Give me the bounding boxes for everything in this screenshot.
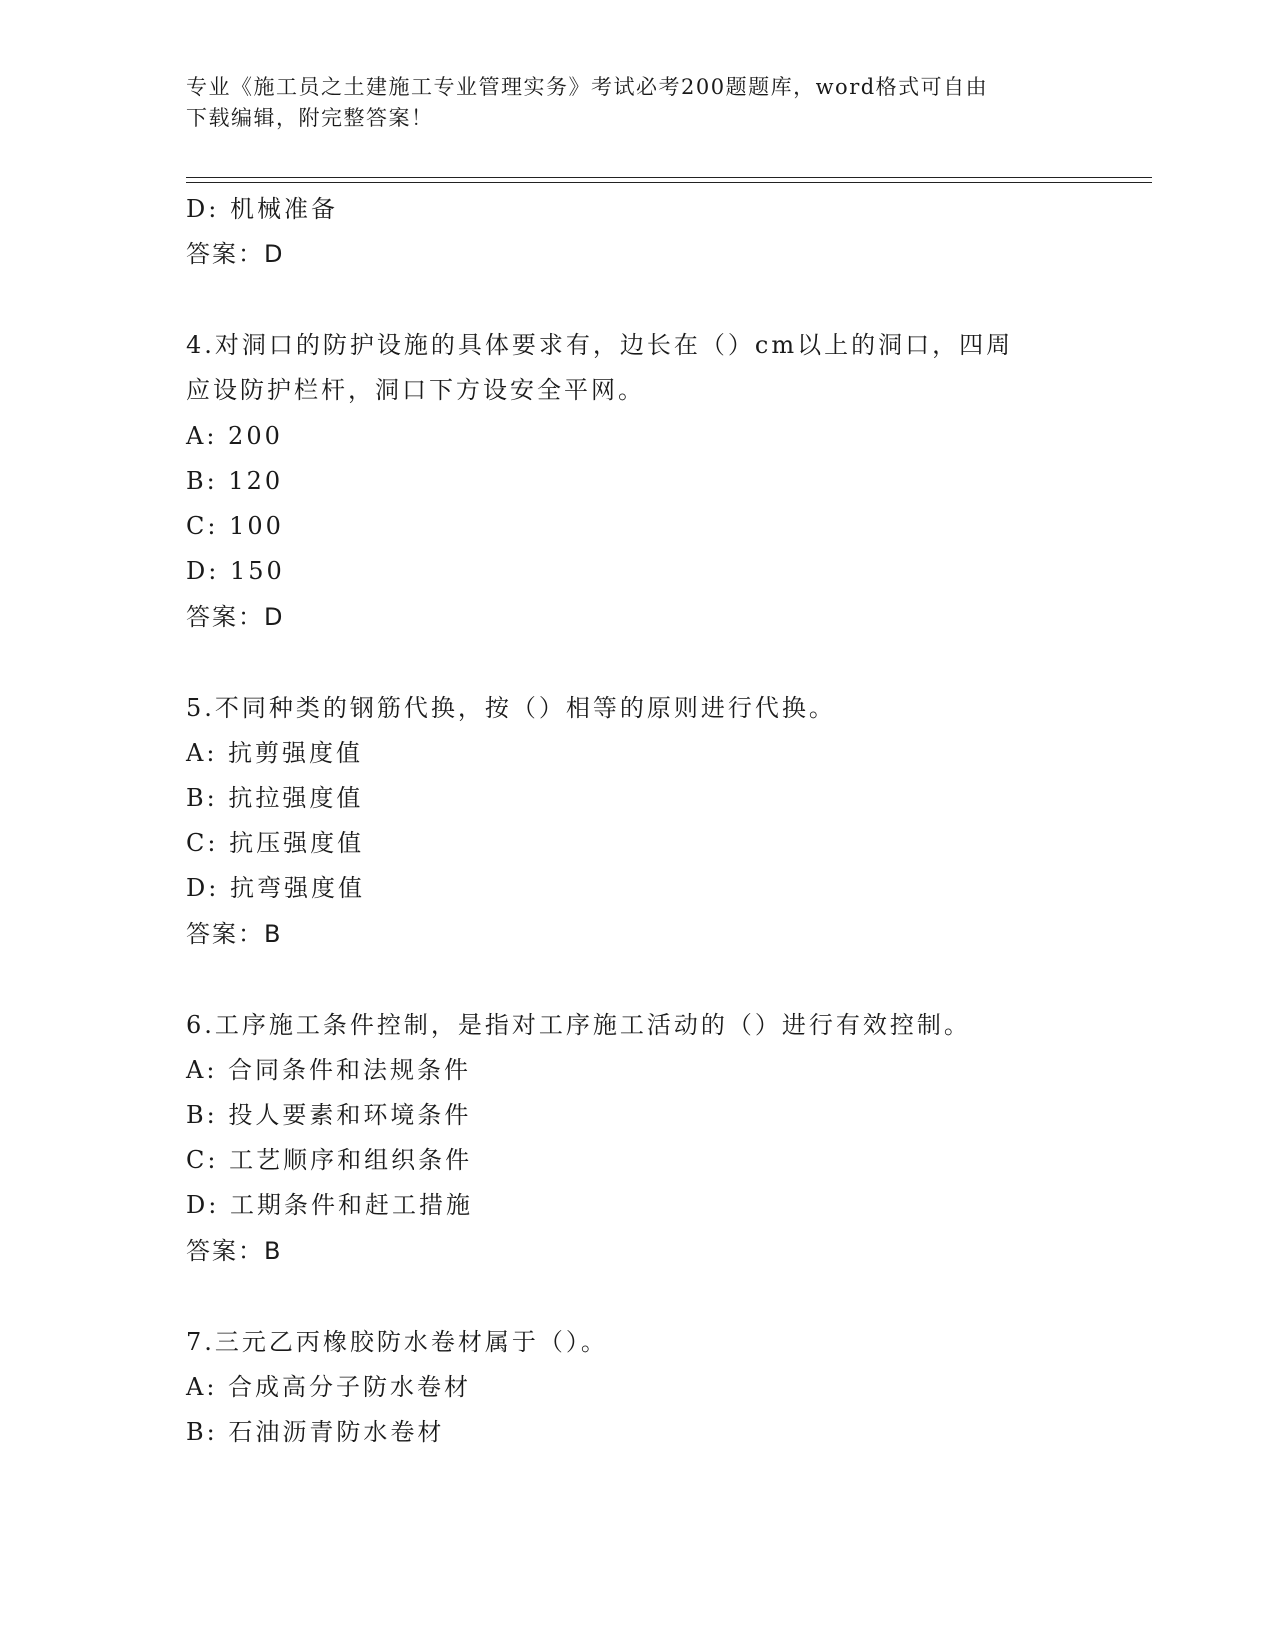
q6-option-d: D: 工期条件和赶工措施: [186, 1191, 473, 1219]
q7-question: 7.三元乙丙橡胶防水卷材属于（）。: [186, 1328, 608, 1356]
q6-answer: 答案：B: [186, 1237, 283, 1265]
q7-option-a: A: 合成高分子防水卷材: [186, 1373, 472, 1401]
q6-option-c: C: 工艺顺序和组织条件: [186, 1146, 473, 1174]
q4-question-line-1: 4.对洞口的防护设施的具体要求有，边长在（）cm以上的洞口，四周: [186, 331, 1014, 359]
q3-answer: 答案：D: [186, 240, 285, 268]
q6-option-b: B: 投人要素和环境条件: [186, 1101, 472, 1129]
document-header: [186, 72, 1086, 134]
q5-question: 5.不同种类的钢筋代换，按（）相等的原则进行代换。: [186, 694, 836, 722]
q4-option-a: A: 200: [186, 422, 283, 450]
q5-option-c: C: 抗压强度值: [186, 829, 365, 857]
q5-option-a: A: 抗剪强度值: [186, 739, 364, 767]
q5-option-b: B: 抗拉强度值: [186, 784, 364, 812]
q4-option-c: C: 100: [186, 512, 284, 540]
header-line-1: 专业《施工员之土建施工专业管理实务》考试必考200题题库，word格式可自由: [186, 75, 989, 99]
q5-option-d: D: 抗弯强度值: [186, 874, 365, 902]
q7-option-b: B: 石油沥青防水卷材: [186, 1418, 445, 1446]
q4-option-d: D: 150: [186, 557, 285, 585]
q5-answer: 答案：B: [186, 920, 283, 948]
q6-question: 6.工序施工条件控制，是指对工序施工活动的（）进行有效控制。: [186, 1011, 971, 1039]
header-divider-bottom: [186, 182, 1152, 183]
q4-answer: 答案：D: [186, 603, 285, 631]
header-divider-top: [186, 177, 1152, 178]
header-line-2: 下载编辑，附完整答案！: [186, 106, 434, 130]
q6-option-a: A: 合同条件和法规条件: [186, 1056, 472, 1084]
q4-question-line-2: 应设防护栏杆，洞口下方设安全平网。: [186, 376, 645, 404]
q3-option-d: D: 机械准备: [186, 195, 338, 223]
q4-option-b: B: 120: [186, 467, 284, 495]
